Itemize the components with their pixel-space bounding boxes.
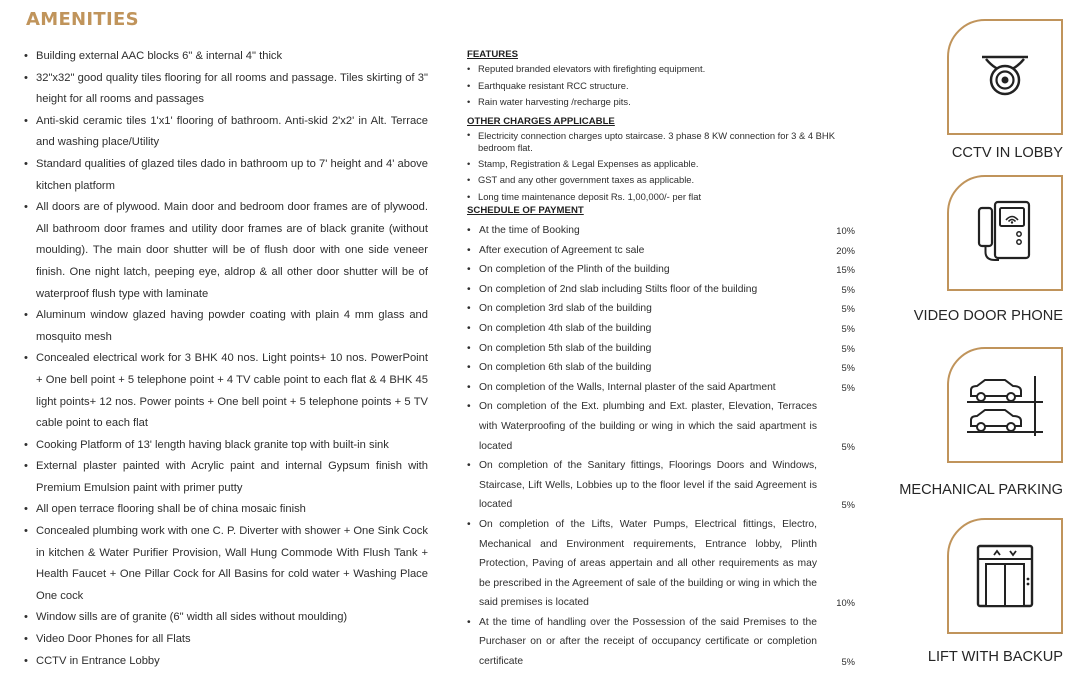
- schedule-stage: On completion of the Ext. plumbing and Ext. plaster, Elevation, Terraces with Waterproofing of the building or wing in which the said apartment is located: [479, 401, 817, 452]
- schedule-percent: 20%: [836, 244, 855, 256]
- list-item: • External plaster painted with Acrylic paint and internal Gypsum finish with Premium Emulsion paint with primer putty: [24, 456, 428, 499]
- amenities-list: [24, 46, 428, 672]
- table-row: [467, 456, 857, 515]
- schedule-heading: SCHEDULE OF PAYMENT: [467, 205, 584, 216]
- list-item: • All doors are of plywood. Main door and bedroom door frames are of plywood. All bathroom door frames and utility door frames are of black granite (without moulding). The main door shutter will be of flush door with one side veneer finish. One night latch, peeping eye, aldrop & all other door shutter will be of waterproof flush type with laminate: [24, 197, 428, 305]
- schedule-percent: 10%: [836, 225, 855, 236]
- schedule-stage: At the time of handling over the Possession of the said Premises to the Purchaser on or after the receipt of occupancy certificate or completion certificate: [479, 616, 817, 668]
- list-item: • Window sills are of granite (6" width all sides without moulding): [24, 607, 428, 629]
- amenity-label: CCTV IN LOBBY: [951, 145, 1063, 161]
- table-row: [467, 613, 857, 672]
- car-parking-icon: [965, 370, 1045, 440]
- amenity-card-cctv: [947, 19, 1063, 135]
- schedule-percent: 5%: [841, 381, 855, 393]
- table-row: [467, 299, 857, 319]
- list-item: • Electricity connection charges upto staircase. 3 phase 8 KW connection for 3 & 4 BHK bedroom flat.: [467, 128, 857, 156]
- schedule-percent: 15%: [836, 264, 855, 276]
- schedule-stage: On completion 3rd slab of the building: [479, 303, 652, 315]
- schedule-percent: 5%: [841, 303, 855, 315]
- details-column: [467, 48, 857, 672]
- page-title: AMENITIES: [26, 9, 139, 30]
- table-row: [467, 221, 857, 241]
- amenity-label: MECHANICAL PARKING: [899, 482, 1063, 498]
- schedule-stage: After execution of Agreement tc sale: [479, 244, 645, 256]
- schedule-percent: 10%: [836, 597, 855, 609]
- list-item: • CCTV in Entrance Lobby: [24, 651, 428, 673]
- amenity-card-door-phone: [947, 175, 1063, 291]
- schedule-percent: 5%: [841, 656, 855, 668]
- schedule-stage: On completion of 2nd slab including Stilts floor of the building: [479, 283, 758, 295]
- list-item: • Long time maintenance deposit Rs. 1,00,000/- per flat: [467, 189, 857, 206]
- amenity-card-parking: [947, 347, 1063, 463]
- table-row: [467, 319, 857, 339]
- payment-schedule: [467, 221, 857, 672]
- list-item: • Earthquake resistant RCC structure.: [467, 78, 857, 95]
- cctv-camera-icon: [977, 52, 1033, 102]
- amenity-label: LIFT WITH BACKUP: [927, 649, 1063, 665]
- table-row: [467, 515, 857, 613]
- schedule-stage: On completion 5th slab of the building: [479, 342, 652, 354]
- table-row: [467, 280, 857, 300]
- list-item: • Concealed plumbing work with one C. P. Diverter with shower + One Sink Cock in kitchen & Water Purifier Provision, Wall Hung Commode With Flush Tank + Health Faucet + One Pillar Cock for All Basins for cold water + Washing Place One cock: [24, 521, 428, 607]
- schedule-percent: 5%: [841, 342, 855, 354]
- list-item: • Standard qualities of glazed tiles dado in bathroom up to 7' height and 4' above kitchen platform: [24, 154, 428, 197]
- schedule-percent: 5%: [841, 362, 855, 374]
- video-door-phone-icon: [977, 198, 1033, 268]
- list-item: • 32"x32" good quality tiles flooring for all rooms and passage. Tiles skirting of 3" height for all rooms and passages: [24, 68, 428, 111]
- amenity-label: VIDEO DOOR PHONE: [913, 308, 1063, 324]
- schedule-percent: 5%: [841, 499, 855, 511]
- list-item: • Concealed electrical work for 3 BHK 40 nos. Light points+ 10 nos. PowerPoint + One bell point + 5 telephone point + 4 TV cable point to each flat & 4 BHK 45 light points+ 12 nos. Power points + One bell point + 5 telephone points + 5 TV cable point to each flat: [24, 348, 428, 434]
- schedule-stage: On completion of the Plinth of the building: [479, 264, 670, 276]
- features-heading: FEATURES: [467, 49, 518, 60]
- table-row: [467, 358, 857, 378]
- schedule-stage: On completion 6th slab of the building: [479, 362, 652, 374]
- schedule-stage: On completion of the Sanitary fittings, Floorings Doors and Windows, Staircase, Lift Wells, Lobbies up to the floor level if the said Agreement is located: [479, 460, 817, 511]
- schedule-percent: 5%: [841, 322, 855, 334]
- list-item: • Video Door Phones for all Flats: [24, 629, 428, 651]
- table-row: [467, 397, 857, 456]
- other-charges-list: [467, 128, 857, 206]
- schedule-percent: 5%: [841, 283, 855, 295]
- list-item: • Anti-skid ceramic tiles 1'x1' flooring of bathroom. Anti-skid 2'x2' in Alt. Terrace and washing place/Utility: [24, 111, 428, 154]
- other-charges-heading: OTHER CHARGES APPLICABLE: [467, 115, 615, 127]
- schedule-stage: On completion 4th slab of the building: [479, 322, 652, 334]
- elevator-icon: [976, 544, 1034, 608]
- list-item: • Stamp, Registration & Legal Expenses as applicable.: [467, 156, 857, 173]
- features-list: [467, 61, 857, 111]
- schedule-stage: On completion of the Lifts, Water Pumps, Electrical fittings, Electro, Mechanical and Environment requirements, Entrance lobby, Plinth Protection, Paving of areas appertain and all other requirements as may be prescribed in the Agreement of sale of the building or wing in which the said premises is located: [479, 518, 817, 609]
- list-item: • Reputed branded elevators with firefighting equipment.: [467, 61, 857, 78]
- list-item: • All open terrace flooring shall be of china mosaic finish: [24, 499, 428, 521]
- schedule-stage: On completion of the Walls, Internal plaster of the said Apartment: [479, 381, 776, 393]
- table-row: [467, 241, 857, 261]
- list-item: • Rain water harvesting /recharge pits.: [467, 94, 857, 111]
- table-row: [467, 378, 857, 398]
- schedule-percent: 5%: [841, 440, 855, 452]
- list-item: • Aluminum window glazed having powder coating with plain 4 mm glass and mosquito mesh: [24, 305, 428, 348]
- list-item: • Building external AAC blocks 6" & internal 4" thick: [24, 46, 428, 68]
- schedule-stage: At the time of Booking: [479, 225, 580, 236]
- list-item: • GST and any other government taxes as applicable.: [467, 172, 857, 189]
- table-row: [467, 339, 857, 359]
- amenity-card-lift: [947, 518, 1063, 634]
- list-item: • Cooking Platform of 13' length having black granite top with built-in sink: [24, 435, 428, 457]
- table-row: [467, 260, 857, 280]
